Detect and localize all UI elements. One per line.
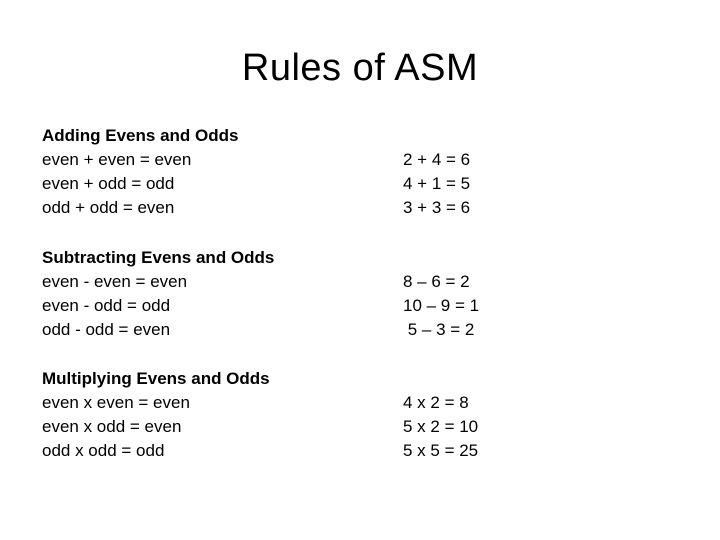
subtracting-section — [0, 246, 720, 342]
rule-line: even x even = even — [42, 393, 190, 412]
rule-line: odd x odd = odd — [42, 441, 165, 460]
example-line: 10 – 9 = 1 — [403, 296, 480, 315]
section-heading: Multiplying Evens and Odds — [42, 369, 270, 388]
rule-line: odd - odd = even — [42, 320, 171, 339]
multiplying-section — [0, 367, 720, 463]
example-line: 4 + 1 = 5 — [403, 174, 471, 193]
example-line: 5 – 3 = 2 — [403, 320, 475, 339]
example-line: 2 + 4 = 6 — [403, 150, 471, 169]
example-line: 5 x 5 = 25 — [403, 441, 479, 460]
example-line: 8 – 6 = 2 — [403, 272, 470, 291]
adding-section — [0, 124, 720, 220]
section-heading: Adding Evens and Odds — [42, 126, 239, 145]
subtracting-rules — [42, 246, 362, 342]
rule-line: even + even = even — [42, 150, 192, 169]
subtracting-examples — [403, 270, 543, 342]
adding-examples — [403, 148, 543, 220]
section-heading: Subtracting Evens and Odds — [42, 248, 275, 267]
multiplying-examples — [403, 391, 543, 463]
rule-line: even - odd = odd — [42, 296, 171, 315]
example-line: 5 x 2 = 10 — [403, 417, 479, 436]
rule-line: even - even = even — [42, 272, 188, 291]
rule-line: even x odd = even — [42, 417, 182, 436]
multiplying-rules — [42, 367, 362, 463]
example-line: 4 x 2 = 8 — [403, 393, 469, 412]
rule-line: even + odd = odd — [42, 174, 175, 193]
slide-title: Rules of ASM — [241, 47, 479, 89]
example-line: 3 + 3 = 6 — [403, 198, 471, 217]
rule-line: odd + odd = even — [42, 198, 175, 217]
adding-rules — [42, 124, 362, 220]
